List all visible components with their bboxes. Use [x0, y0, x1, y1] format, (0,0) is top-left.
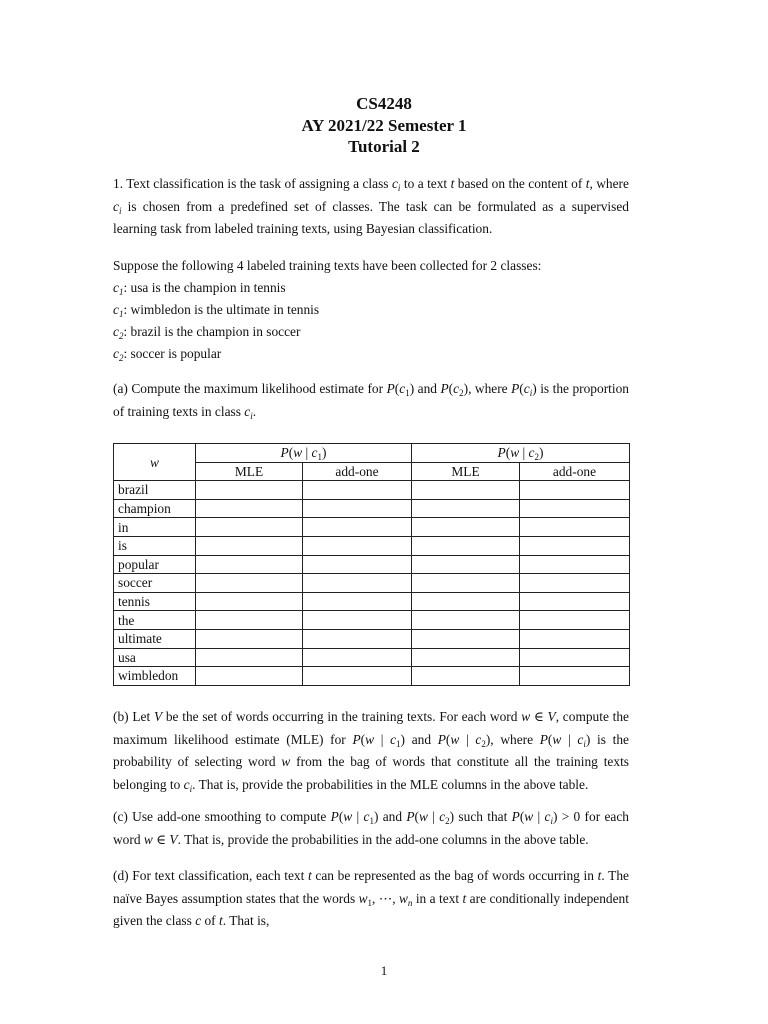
q1-intro: 1. Text classification is the task of assigning a class $c_i$ to a text t based on the content of t, where $c_i$ is chosen from a predefined set of classes. The task can be formulated as a supervised learning task from labeled training texts, using Bayesian classification. — [113, 176, 629, 236]
word-cell: is — [114, 536, 196, 555]
empty-answer-cell — [520, 555, 630, 574]
table-row — [114, 629, 630, 648]
empty-answer-cell — [520, 592, 630, 611]
p-w-c1-header: P(w | $c_1$) — [196, 444, 412, 463]
empty-answer-cell — [412, 536, 520, 555]
table-row — [114, 667, 630, 686]
table-row — [114, 518, 630, 537]
word-cell: the — [114, 611, 196, 630]
empty-answer-cell — [303, 592, 412, 611]
empty-answer-cell — [303, 481, 412, 500]
empty-answer-cell — [412, 667, 520, 686]
training-text-4: $c_2$: soccer is popular — [113, 346, 222, 363]
empty-answer-cell — [520, 574, 630, 593]
empty-answer-cell — [196, 481, 303, 500]
empty-answer-cell — [412, 611, 520, 630]
question-a: (a) Compute the maximum likelihood estimate for $P(c_1)$ and $P(c_2)$, where $P(c_i)$ is the proportion of training texts in class $c_i$. — [113, 381, 629, 421]
table-row — [114, 499, 630, 518]
empty-answer-cell — [196, 499, 303, 518]
word-cell: soccer — [114, 574, 196, 593]
empty-answer-cell — [412, 481, 520, 500]
table-row — [114, 536, 630, 555]
word-cell: usa — [114, 648, 196, 667]
empty-answer-cell — [196, 592, 303, 611]
mle-header-c1: MLE — [196, 462, 303, 481]
empty-answer-cell — [196, 574, 303, 593]
empty-answer-cell — [303, 555, 412, 574]
course-code: CS4248 — [356, 94, 412, 113]
tutorial-title: Tutorial 2 — [348, 137, 420, 156]
page-number: 1 — [380, 963, 388, 978]
empty-answer-cell — [412, 499, 520, 518]
empty-answer-cell — [196, 648, 303, 667]
empty-answer-cell — [196, 536, 303, 555]
question-b: (b) Let V be the set of words occurring in the training texts. For each word w ∈ V, compute the maximum likelihood estimate (MLE) for P(w | $c_1$) and P(w | $c_2$), where P(w | $c_i$) is the probability of selecting word w from the bag of words that constitute all the training texts belonging to $c_i$. That is, provide the probabilities in the MLE columns in the above table. — [113, 709, 630, 794]
word-cell: ultimate — [114, 629, 196, 648]
addone-header-c2: add-one — [520, 462, 630, 481]
table-header-row — [114, 444, 630, 463]
empty-answer-cell — [196, 629, 303, 648]
addone-header-c1: add-one — [303, 462, 412, 481]
table-row — [114, 648, 630, 667]
empty-answer-cell — [520, 667, 630, 686]
empty-answer-cell — [520, 518, 630, 537]
empty-answer-cell — [412, 555, 520, 574]
semester-title: AY 2021/22 Semester 1 — [301, 116, 467, 135]
empty-answer-cell — [520, 481, 630, 500]
training-text-3: $c_2$: brazil is the champion in soccer — [113, 324, 301, 341]
word-cell: brazil — [114, 481, 196, 500]
empty-answer-cell — [196, 555, 303, 574]
word-cell: tennis — [114, 592, 196, 611]
empty-answer-cell — [412, 518, 520, 537]
empty-answer-cell — [520, 536, 630, 555]
empty-answer-cell — [520, 611, 630, 630]
table-row — [114, 611, 630, 630]
training-text-2: $c_1$: wimbledon is the ultimate in tennis — [113, 302, 320, 319]
empty-answer-cell — [303, 536, 412, 555]
table-row — [114, 592, 630, 611]
empty-answer-cell — [196, 518, 303, 537]
table-row — [114, 555, 630, 574]
table-row — [114, 574, 630, 593]
word-cell: in — [114, 518, 196, 537]
empty-answer-cell — [303, 499, 412, 518]
empty-answer-cell — [520, 499, 630, 518]
empty-answer-cell — [303, 667, 412, 686]
word-cell: champion — [114, 499, 196, 518]
word-column-header: w — [114, 444, 196, 481]
empty-answer-cell — [303, 518, 412, 537]
word-cell: popular — [114, 555, 196, 574]
empty-answer-cell — [303, 611, 412, 630]
table-row — [114, 481, 630, 500]
empty-answer-cell — [412, 592, 520, 611]
empty-answer-cell — [412, 629, 520, 648]
probability-table — [113, 443, 630, 686]
empty-answer-cell — [412, 648, 520, 667]
question-c: (c) Use add-one smoothing to compute P(w | $c_1$) and P(w | $c_2$) such that P(w | $c_i) > 0$ for each word w ∈ V. That is, provide the probabilities in the add-one columns in the above table. — [113, 809, 629, 847]
empty-answer-cell — [303, 629, 412, 648]
training-text-1: $c_1$: usa is the champion in tennis — [113, 280, 286, 297]
question-d: (d) For text classification, each text t can be represented as the bag of words occurring in t. The naïve Bayes assumption states that the words $w_1$, ⋯, $w_n$ in a text t are conditionally independent given the class c of t. That is, — [113, 868, 629, 928]
empty-answer-cell — [196, 611, 303, 630]
empty-answer-cell — [196, 667, 303, 686]
empty-answer-cell — [520, 648, 630, 667]
mle-header-c2: MLE — [412, 462, 520, 481]
p-w-c2-header: P(w | $c_2$) — [412, 444, 630, 463]
empty-answer-cell — [303, 574, 412, 593]
training-intro: Suppose the following 4 labeled training texts have been collected for 2 classes: — [113, 258, 542, 273]
word-cell: wimbledon — [114, 667, 196, 686]
empty-answer-cell — [520, 629, 630, 648]
empty-answer-cell — [303, 648, 412, 667]
empty-answer-cell — [412, 574, 520, 593]
